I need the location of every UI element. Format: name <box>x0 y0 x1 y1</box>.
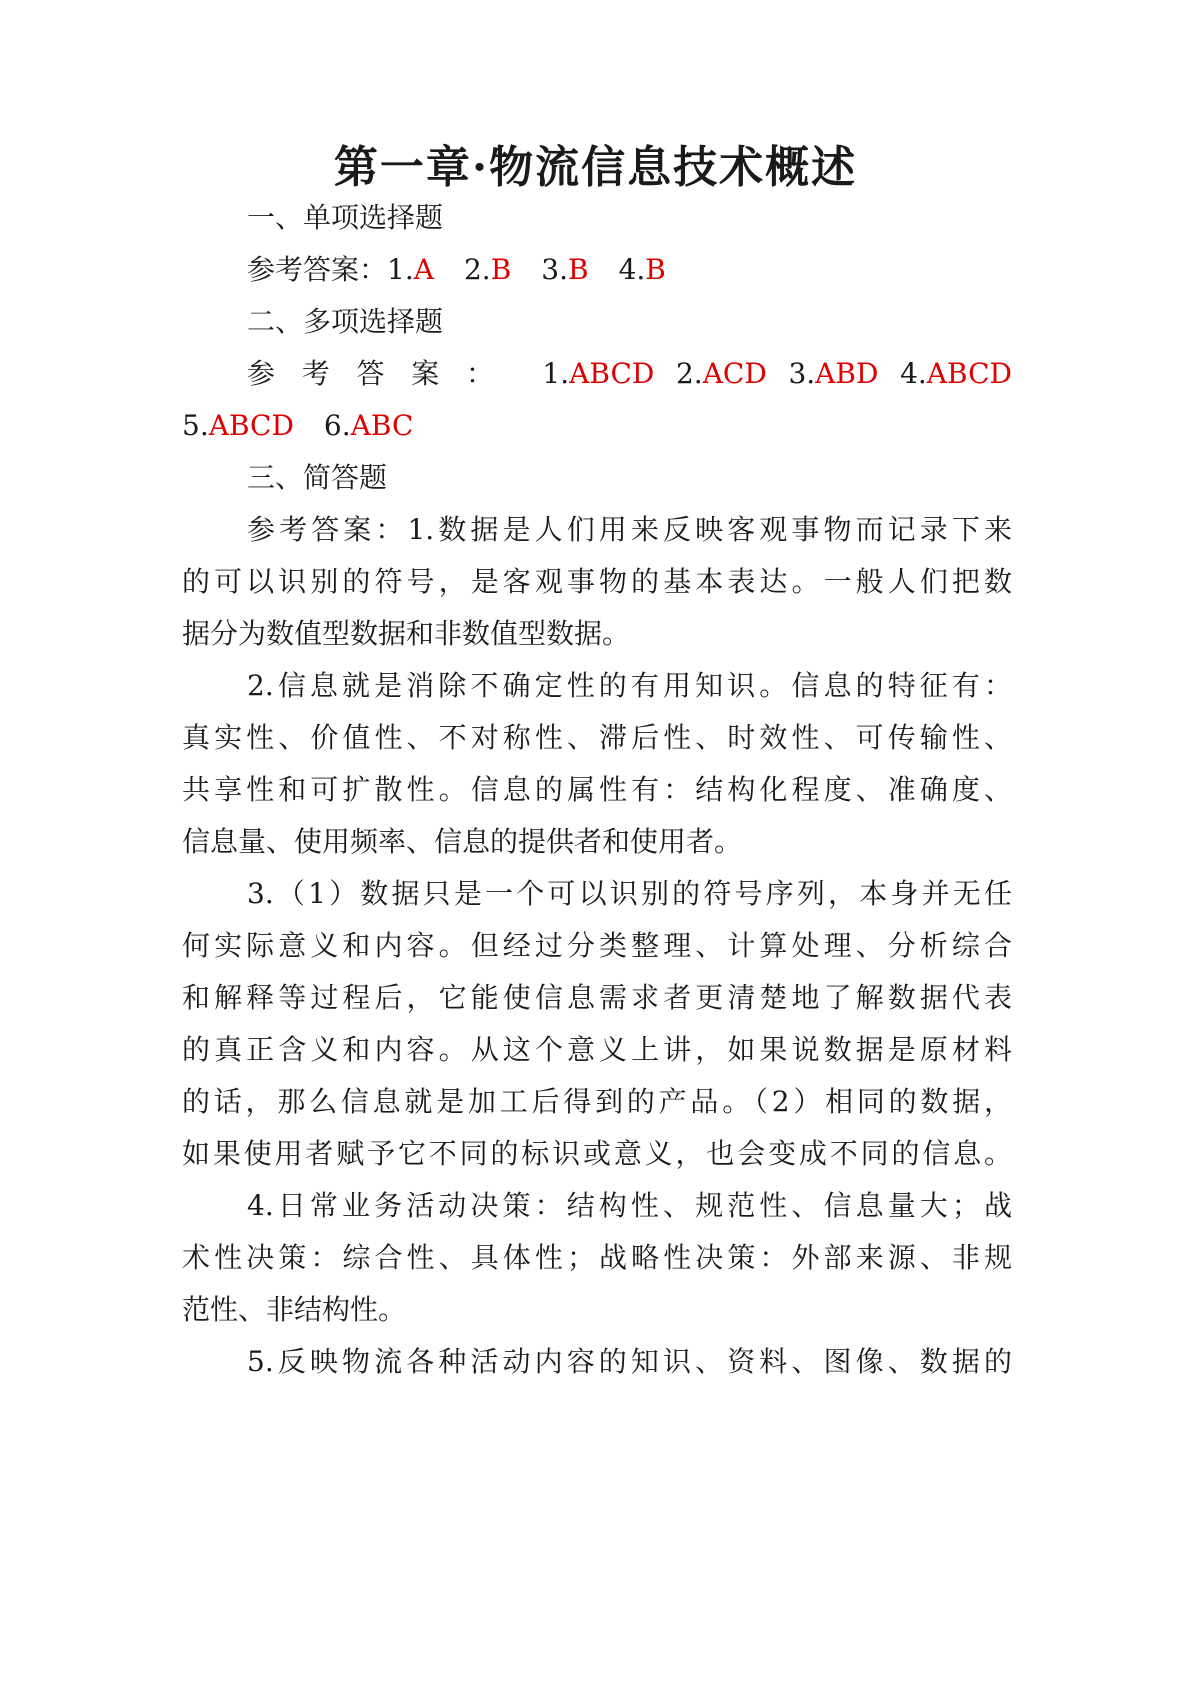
paragraph-line: 5.反映物流各种活动内容的知识、资料、图像、数据的 <box>247 1345 1012 1378</box>
answer-value: A <box>413 253 434 286</box>
paragraph-line: 据分为数值型数据和非数值型数据。 <box>182 617 631 650</box>
section3-heading: 三、简答题 <box>247 461 388 494</box>
section1-heading: 一、单项选择题 <box>247 201 444 234</box>
answer-value: ABCD <box>208 409 294 442</box>
answer-value: B <box>567 253 589 286</box>
answer-num: 3. <box>788 357 816 390</box>
answer-num: 1. <box>387 253 414 286</box>
paragraph-line: 真实性、价值性、不对称性、滞后性、时效性、可传输性、 <box>182 721 1012 754</box>
paragraph-line: 2.信息就是消除不确定性的有用知识。信息的特征有： <box>247 669 1012 702</box>
paragraph-line: 何实际意义和内容。但经过分类整理、计算处理、分析综合 <box>182 929 1012 962</box>
answer-value: ABCD <box>926 357 1012 390</box>
answer-num: 2. <box>463 253 491 286</box>
paragraph-line: 3.（1）数据只是一个可以识别的符号序列，本身并无任 <box>247 877 1012 910</box>
answer-value: ABD <box>815 357 879 390</box>
answer-value: B <box>645 253 666 286</box>
paragraph-line: 和解释等过程后，它能使信息需求者更清楚地了解数据代表 <box>182 981 1012 1014</box>
ref-label: 参考答案： <box>247 253 388 286</box>
paragraph-line: 的话，那么信息就是加工后得到的产品。（2）相同的数据， <box>182 1085 1012 1118</box>
answer-num: 3. <box>541 253 568 286</box>
answer-num: 5. <box>182 409 209 442</box>
section2-heading: 二、多项选择题 <box>247 305 444 338</box>
answer-num: 4. <box>900 357 927 390</box>
section2-answers-line2 <box>182 406 1012 446</box>
paragraph-line: 的真正含义和内容。从这个意义上讲，如果说数据是原材料 <box>182 1033 1012 1066</box>
answer-value: ACD <box>702 357 767 390</box>
answer-num: 6. <box>323 409 351 442</box>
paragraph-line: 的可以识别的符号，是客观事物的基本表达。一般人们把数 <box>182 565 1012 598</box>
paragraph-line: 共享性和可扩散性。信息的属性有：结构化程度、准确度、 <box>182 773 1012 806</box>
answer-value: ABC <box>350 409 414 442</box>
paragraph-line: 4.日常业务活动决策：结构性、规范性、信息量大；战 <box>247 1189 1012 1222</box>
chapter-title: 第一章·物流信息技术概述 <box>333 142 858 193</box>
paragraph-line: 信息量、使用频率、信息的提供者和使用者。 <box>182 825 743 858</box>
paragraph-line: 术性决策：综合性、具体性；战略性决策：外部来源、非规 <box>182 1241 1012 1274</box>
paragraph-line: 参考答案：1.数据是人们用来反映客观事物而记录下来 <box>247 513 1012 546</box>
answer-value: ABCD <box>569 357 655 390</box>
section2-answers-line1 <box>247 354 1012 394</box>
ref-label: 参考答案： <box>247 357 521 390</box>
answer-value: B <box>490 253 512 286</box>
answer-num: 1. <box>542 357 570 390</box>
paragraph-line: 范性、非结构性。 <box>182 1293 407 1326</box>
paragraph-line: 如果使用者赋予它不同的标识或意义，也会变成不同的信息。 <box>182 1137 1012 1170</box>
answer-num: 2. <box>675 357 703 390</box>
section1-answers <box>247 250 1012 290</box>
answer-num: 4. <box>618 253 646 286</box>
